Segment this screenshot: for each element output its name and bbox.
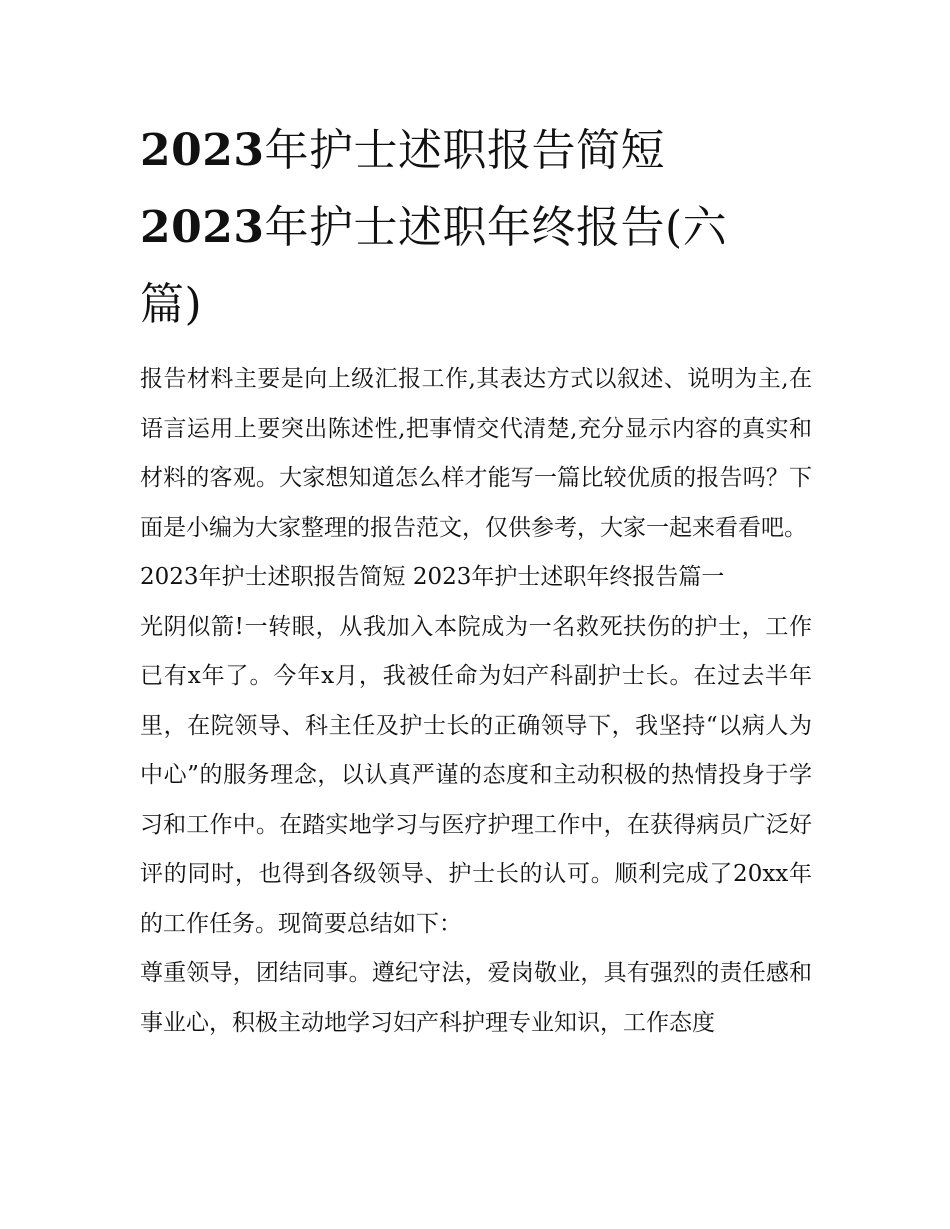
- title-year-2: 2023: [140, 202, 265, 253]
- title-line-2: [140, 189, 812, 266]
- title-year-1: 2023: [140, 125, 265, 176]
- title-line-1: [140, 112, 812, 189]
- body-paragraph-2: 尊重领导，团结同事。遵纪守法，爱岗敬业，具有强烈的责任感和事业心，积极主动地学习妇产科护理专业知识，工作态度: [140, 960, 812, 1036]
- document-title: [140, 112, 812, 343]
- title-text-2: 年护士述职年终报告(六: [264, 202, 728, 253]
- section-heading: 2023年护士述职报告简短 2023年护士述职年终报告篇一: [140, 564, 725, 590]
- intro-paragraph: 报告材料主要是向上级汇报工作,其表达方式以叙述、说明为主,在语言运用上要突出陈述性,把事情交代清楚,充分显示内容的真实和材料的客观。大家想知道怎么样才能写一篇比较优质的报告吗？下面是小编为大家整理的报告范文，仅供参考，大家一起来看看吧。: [140, 366, 812, 541]
- title-text-1: 年护士述职报告简短: [264, 125, 665, 176]
- body-paragraph-1: 光阴似箭!一转眼，从我加入本院成为一名救死扶伤的护士，工作已有x年了。今年x月，我被任命为妇产科副护士长。在过去半年里，在院领导、科主任及护士长的正确领导下，我坚持“以病人为中心”的服务理念，以认真严谨的态度和主动积极的热情投身于学习和工作中。在踏实地学习与医疗护理工作中，在获得病员广泛好评的同时，也得到各级领导、护士长的认可。顺利完成了20xx年的工作任务。现简要总结如下：: [140, 613, 812, 937]
- title-text-3: 篇): [140, 279, 203, 330]
- title-line-3: [140, 266, 812, 343]
- document-page: [140, 112, 812, 1048]
